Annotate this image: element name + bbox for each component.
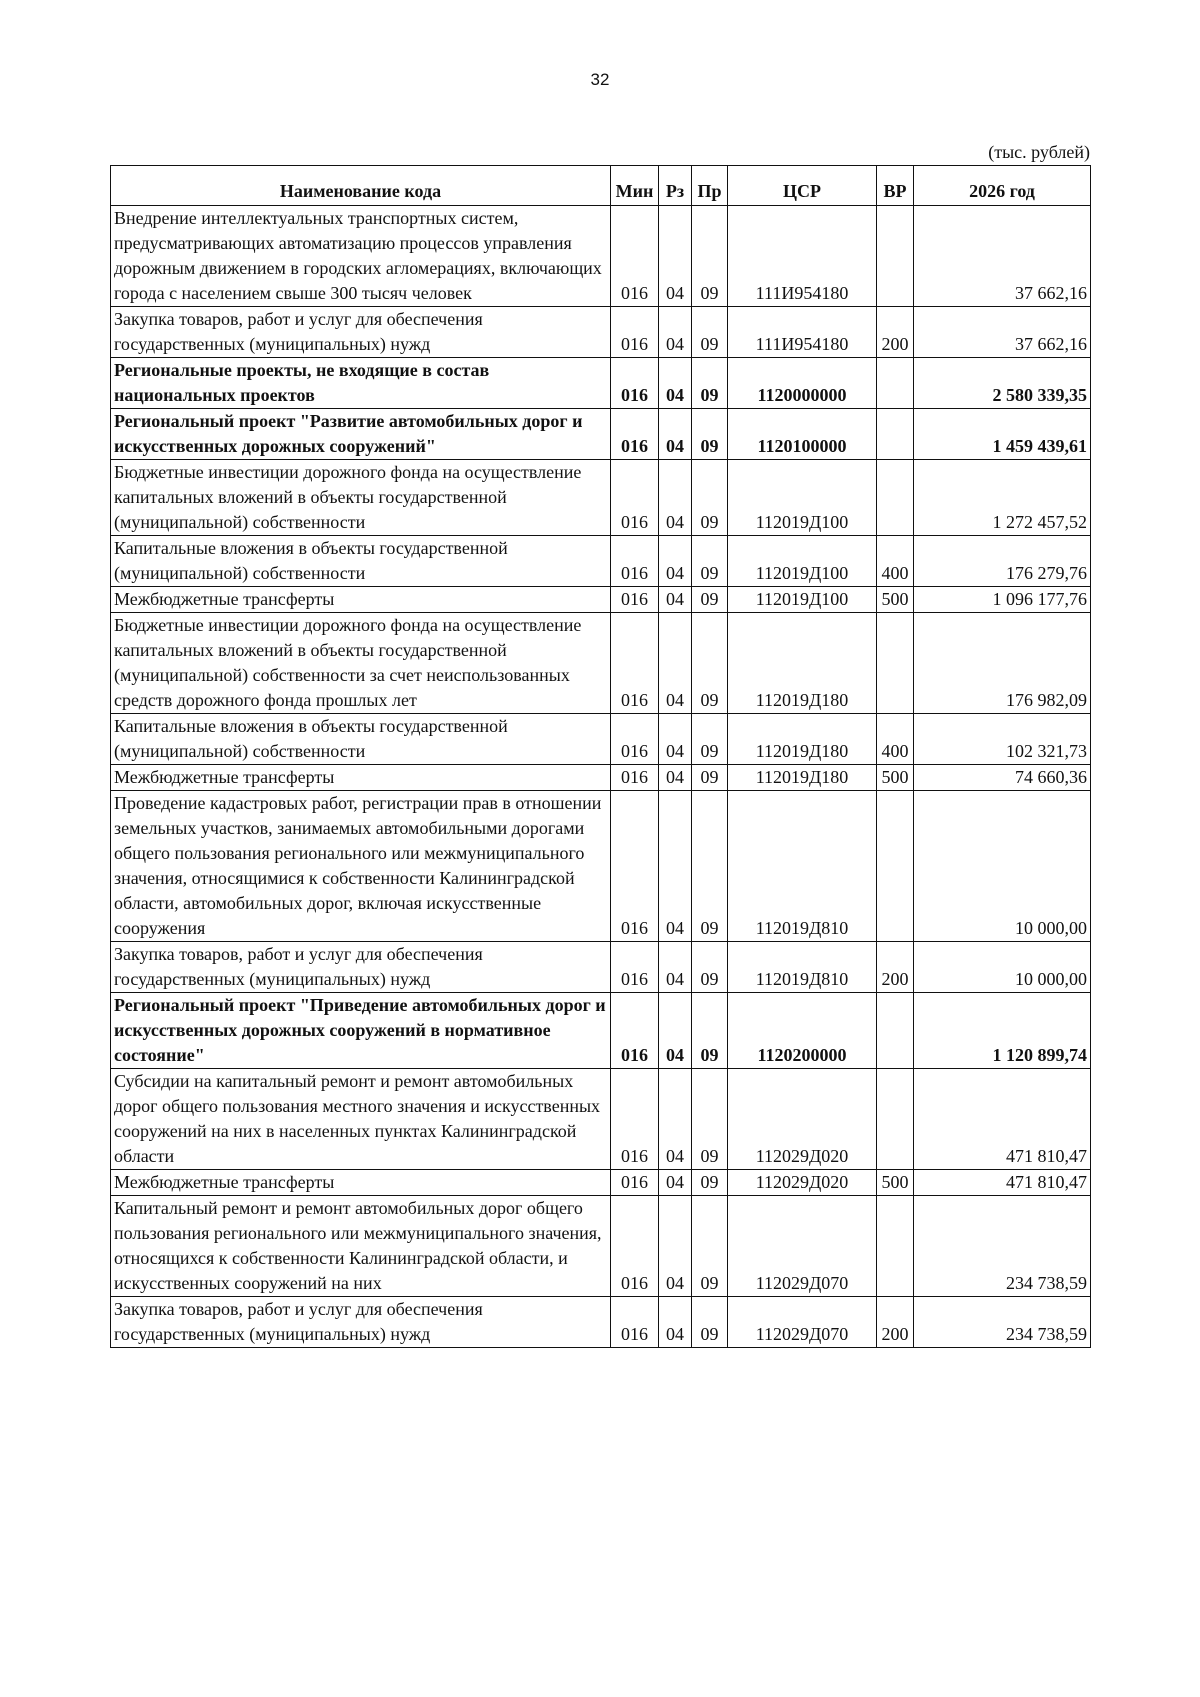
table-row — [111, 993, 1091, 1069]
cell-vr — [877, 993, 914, 1069]
table-row — [111, 1196, 1091, 1297]
cell-sum: 176 982,09 — [914, 613, 1091, 714]
cell-csr: 1120100000 — [728, 409, 877, 460]
table-row — [111, 942, 1091, 993]
table-row — [111, 791, 1091, 942]
cell-rz: 04 — [659, 1196, 692, 1297]
cell-vr: 200 — [877, 942, 914, 993]
cell-min: 016 — [611, 613, 659, 714]
cell-sum: 37 662,16 — [914, 206, 1091, 307]
cell-min: 016 — [611, 942, 659, 993]
cell-pr: 09 — [692, 460, 728, 536]
cell-name: Капитальные вложения в объекты государственной (муниципальной) собственности — [111, 714, 611, 765]
cell-min: 016 — [611, 993, 659, 1069]
header-year: 2026 год — [914, 166, 1091, 206]
cell-rz: 04 — [659, 358, 692, 409]
cell-csr: 112029Д020 — [728, 1170, 877, 1196]
cell-vr: 200 — [877, 1297, 914, 1348]
cell-name: Субсидии на капитальный ремонт и ремонт автомобильных дорог общего пользования местного значения и искусственных сооружений на них в населенных пунктах Калининградской области — [111, 1069, 611, 1170]
cell-sum: 234 738,59 — [914, 1297, 1091, 1348]
cell-csr: 112019Д100 — [728, 587, 877, 613]
cell-vr: 500 — [877, 765, 914, 791]
cell-sum: 234 738,59 — [914, 1196, 1091, 1297]
cell-rz: 04 — [659, 765, 692, 791]
cell-vr — [877, 460, 914, 536]
cell-sum: 1 272 457,52 — [914, 460, 1091, 536]
cell-pr: 09 — [692, 409, 728, 460]
cell-rz: 04 — [659, 1170, 692, 1196]
cell-min: 016 — [611, 536, 659, 587]
cell-rz: 04 — [659, 613, 692, 714]
cell-sum: 37 662,16 — [914, 307, 1091, 358]
cell-vr: 500 — [877, 1170, 914, 1196]
cell-min: 016 — [611, 1297, 659, 1348]
cell-csr: 1120200000 — [728, 993, 877, 1069]
table-row — [111, 765, 1091, 791]
cell-min: 016 — [611, 1069, 659, 1170]
cell-name: Закупка товаров, работ и услуг для обеспечения государственных (муниципальных) нужд — [111, 307, 611, 358]
table-row — [111, 1297, 1091, 1348]
cell-name: Межбюджетные трансферты — [111, 587, 611, 613]
cell-csr: 111И954180 — [728, 307, 877, 358]
cell-min: 016 — [611, 791, 659, 942]
cell-pr: 09 — [692, 536, 728, 587]
cell-name: Капитальный ремонт и ремонт автомобильных дорог общего пользования регионального или межмуниципального значения, относящихся к собственности Калининградской области, и искусственных сооружений на них — [111, 1196, 611, 1297]
cell-pr: 09 — [692, 1069, 728, 1170]
cell-vr — [877, 1196, 914, 1297]
cell-rz: 04 — [659, 587, 692, 613]
cell-name: Межбюджетные трансферты — [111, 1170, 611, 1196]
cell-name: Региональные проекты, не входящие в состав национальных проектов — [111, 358, 611, 409]
cell-min: 016 — [611, 409, 659, 460]
cell-pr: 09 — [692, 1196, 728, 1297]
header-pr: Пр — [692, 166, 728, 206]
cell-csr: 112029Д020 — [728, 1069, 877, 1170]
cell-sum: 10 000,00 — [914, 942, 1091, 993]
table-row — [111, 206, 1091, 307]
cell-name: Бюджетные инвестиции дорожного фонда на осуществление капитальных вложений в объекты государственной (муниципальной) собственности — [111, 460, 611, 536]
cell-rz: 04 — [659, 942, 692, 993]
table-row — [111, 1170, 1091, 1196]
cell-name: Региональный проект "Приведение автомобильных дорог и искусственных дорожных сооружений в нормативное состояние" — [111, 993, 611, 1069]
cell-min: 016 — [611, 460, 659, 536]
cell-min: 016 — [611, 358, 659, 409]
cell-min: 016 — [611, 765, 659, 791]
cell-rz: 04 — [659, 1069, 692, 1170]
cell-pr: 09 — [692, 613, 728, 714]
cell-sum: 1 096 177,76 — [914, 587, 1091, 613]
cell-pr: 09 — [692, 358, 728, 409]
cell-sum: 10 000,00 — [914, 791, 1091, 942]
header-name: Наименование кода — [111, 166, 611, 206]
cell-pr: 09 — [692, 714, 728, 765]
cell-sum: 471 810,47 — [914, 1069, 1091, 1170]
cell-pr: 09 — [692, 307, 728, 358]
budget-table — [110, 165, 1091, 1348]
cell-min: 016 — [611, 206, 659, 307]
table-row — [111, 1069, 1091, 1170]
cell-vr: 200 — [877, 307, 914, 358]
cell-min: 016 — [611, 1170, 659, 1196]
cell-rz: 04 — [659, 409, 692, 460]
table-body — [111, 206, 1091, 1348]
header-vr: ВР — [877, 166, 914, 206]
cell-pr: 09 — [692, 1170, 728, 1196]
cell-pr: 09 — [692, 206, 728, 307]
table-header-row — [111, 166, 1091, 206]
cell-sum: 471 810,47 — [914, 1170, 1091, 1196]
cell-name: Бюджетные инвестиции дорожного фонда на осуществление капитальных вложений в объекты государственной (муниципальной) собственности за счет неиспользованных средств дорожного фонда прошлых лет — [111, 613, 611, 714]
cell-name: Региональный проект "Развитие автомобильных дорог и искусственных дорожных сооружений" — [111, 409, 611, 460]
header-rz: Рз — [659, 166, 692, 206]
cell-csr: 112019Д180 — [728, 714, 877, 765]
cell-vr: 500 — [877, 587, 914, 613]
cell-csr: 112029Д070 — [728, 1196, 877, 1297]
cell-csr: 111И954180 — [728, 206, 877, 307]
cell-sum: 176 279,76 — [914, 536, 1091, 587]
cell-rz: 04 — [659, 206, 692, 307]
cell-rz: 04 — [659, 1297, 692, 1348]
table-row — [111, 409, 1091, 460]
cell-rz: 04 — [659, 536, 692, 587]
cell-min: 016 — [611, 1196, 659, 1297]
table-row — [111, 460, 1091, 536]
cell-vr — [877, 358, 914, 409]
cell-vr: 400 — [877, 536, 914, 587]
cell-csr: 112019Д810 — [728, 942, 877, 993]
cell-rz: 04 — [659, 791, 692, 942]
page-number: 32 — [590, 70, 610, 89]
cell-sum: 74 660,36 — [914, 765, 1091, 791]
cell-csr: 1120000000 — [728, 358, 877, 409]
cell-rz: 04 — [659, 993, 692, 1069]
table-row — [111, 613, 1091, 714]
cell-csr: 112019Д100 — [728, 536, 877, 587]
cell-min: 016 — [611, 587, 659, 613]
table-row — [111, 587, 1091, 613]
cell-name: Закупка товаров, работ и услуг для обеспечения государственных (муниципальных) нужд — [111, 1297, 611, 1348]
cell-vr — [877, 613, 914, 714]
table-row — [111, 714, 1091, 765]
cell-sum: 102 321,73 — [914, 714, 1091, 765]
table-row — [111, 536, 1091, 587]
cell-rz: 04 — [659, 714, 692, 765]
cell-pr: 09 — [692, 765, 728, 791]
cell-csr: 112019Д180 — [728, 765, 877, 791]
cell-vr — [877, 1069, 914, 1170]
header-min: Мин — [611, 166, 659, 206]
cell-min: 016 — [611, 714, 659, 765]
cell-sum: 1 120 899,74 — [914, 993, 1091, 1069]
cell-vr: 400 — [877, 714, 914, 765]
table-row — [111, 307, 1091, 358]
cell-name: Закупка товаров, работ и услуг для обеспечения государственных (муниципальных) нужд — [111, 942, 611, 993]
cell-rz: 04 — [659, 307, 692, 358]
cell-csr: 112019Д810 — [728, 791, 877, 942]
cell-pr: 09 — [692, 993, 728, 1069]
cell-name: Капитальные вложения в объекты государственной (муниципальной) собственности — [111, 536, 611, 587]
units-label: (тыс. рублей) — [988, 142, 1090, 162]
table-row — [111, 358, 1091, 409]
cell-csr: 112019Д180 — [728, 613, 877, 714]
cell-rz: 04 — [659, 460, 692, 536]
cell-csr: 112019Д100 — [728, 460, 877, 536]
cell-name: Внедрение интеллектуальных транспортных систем, предусматривающих автоматизацию процессов управления дорожным движением в городских агломерациях, включающих города с населением свыше 300 тысяч человек — [111, 206, 611, 307]
cell-vr — [877, 409, 914, 460]
cell-name: Межбюджетные трансферты — [111, 765, 611, 791]
cell-sum: 1 459 439,61 — [914, 409, 1091, 460]
cell-pr: 09 — [692, 791, 728, 942]
cell-pr: 09 — [692, 1297, 728, 1348]
cell-sum: 2 580 339,35 — [914, 358, 1091, 409]
cell-pr: 09 — [692, 942, 728, 993]
cell-vr — [877, 206, 914, 307]
cell-vr — [877, 791, 914, 942]
cell-min: 016 — [611, 307, 659, 358]
header-csr: ЦСР — [728, 166, 877, 206]
cell-name: Проведение кадастровых работ, регистрации прав в отношении земельных участков, занимаемых автомобильными дорогами общего пользования регионального или межмуниципального значения, относящимися к собственности Калининградской области, автомобильных дорог, включая искусственные сооружения — [111, 791, 611, 942]
cell-pr: 09 — [692, 587, 728, 613]
cell-csr: 112029Д070 — [728, 1297, 877, 1348]
